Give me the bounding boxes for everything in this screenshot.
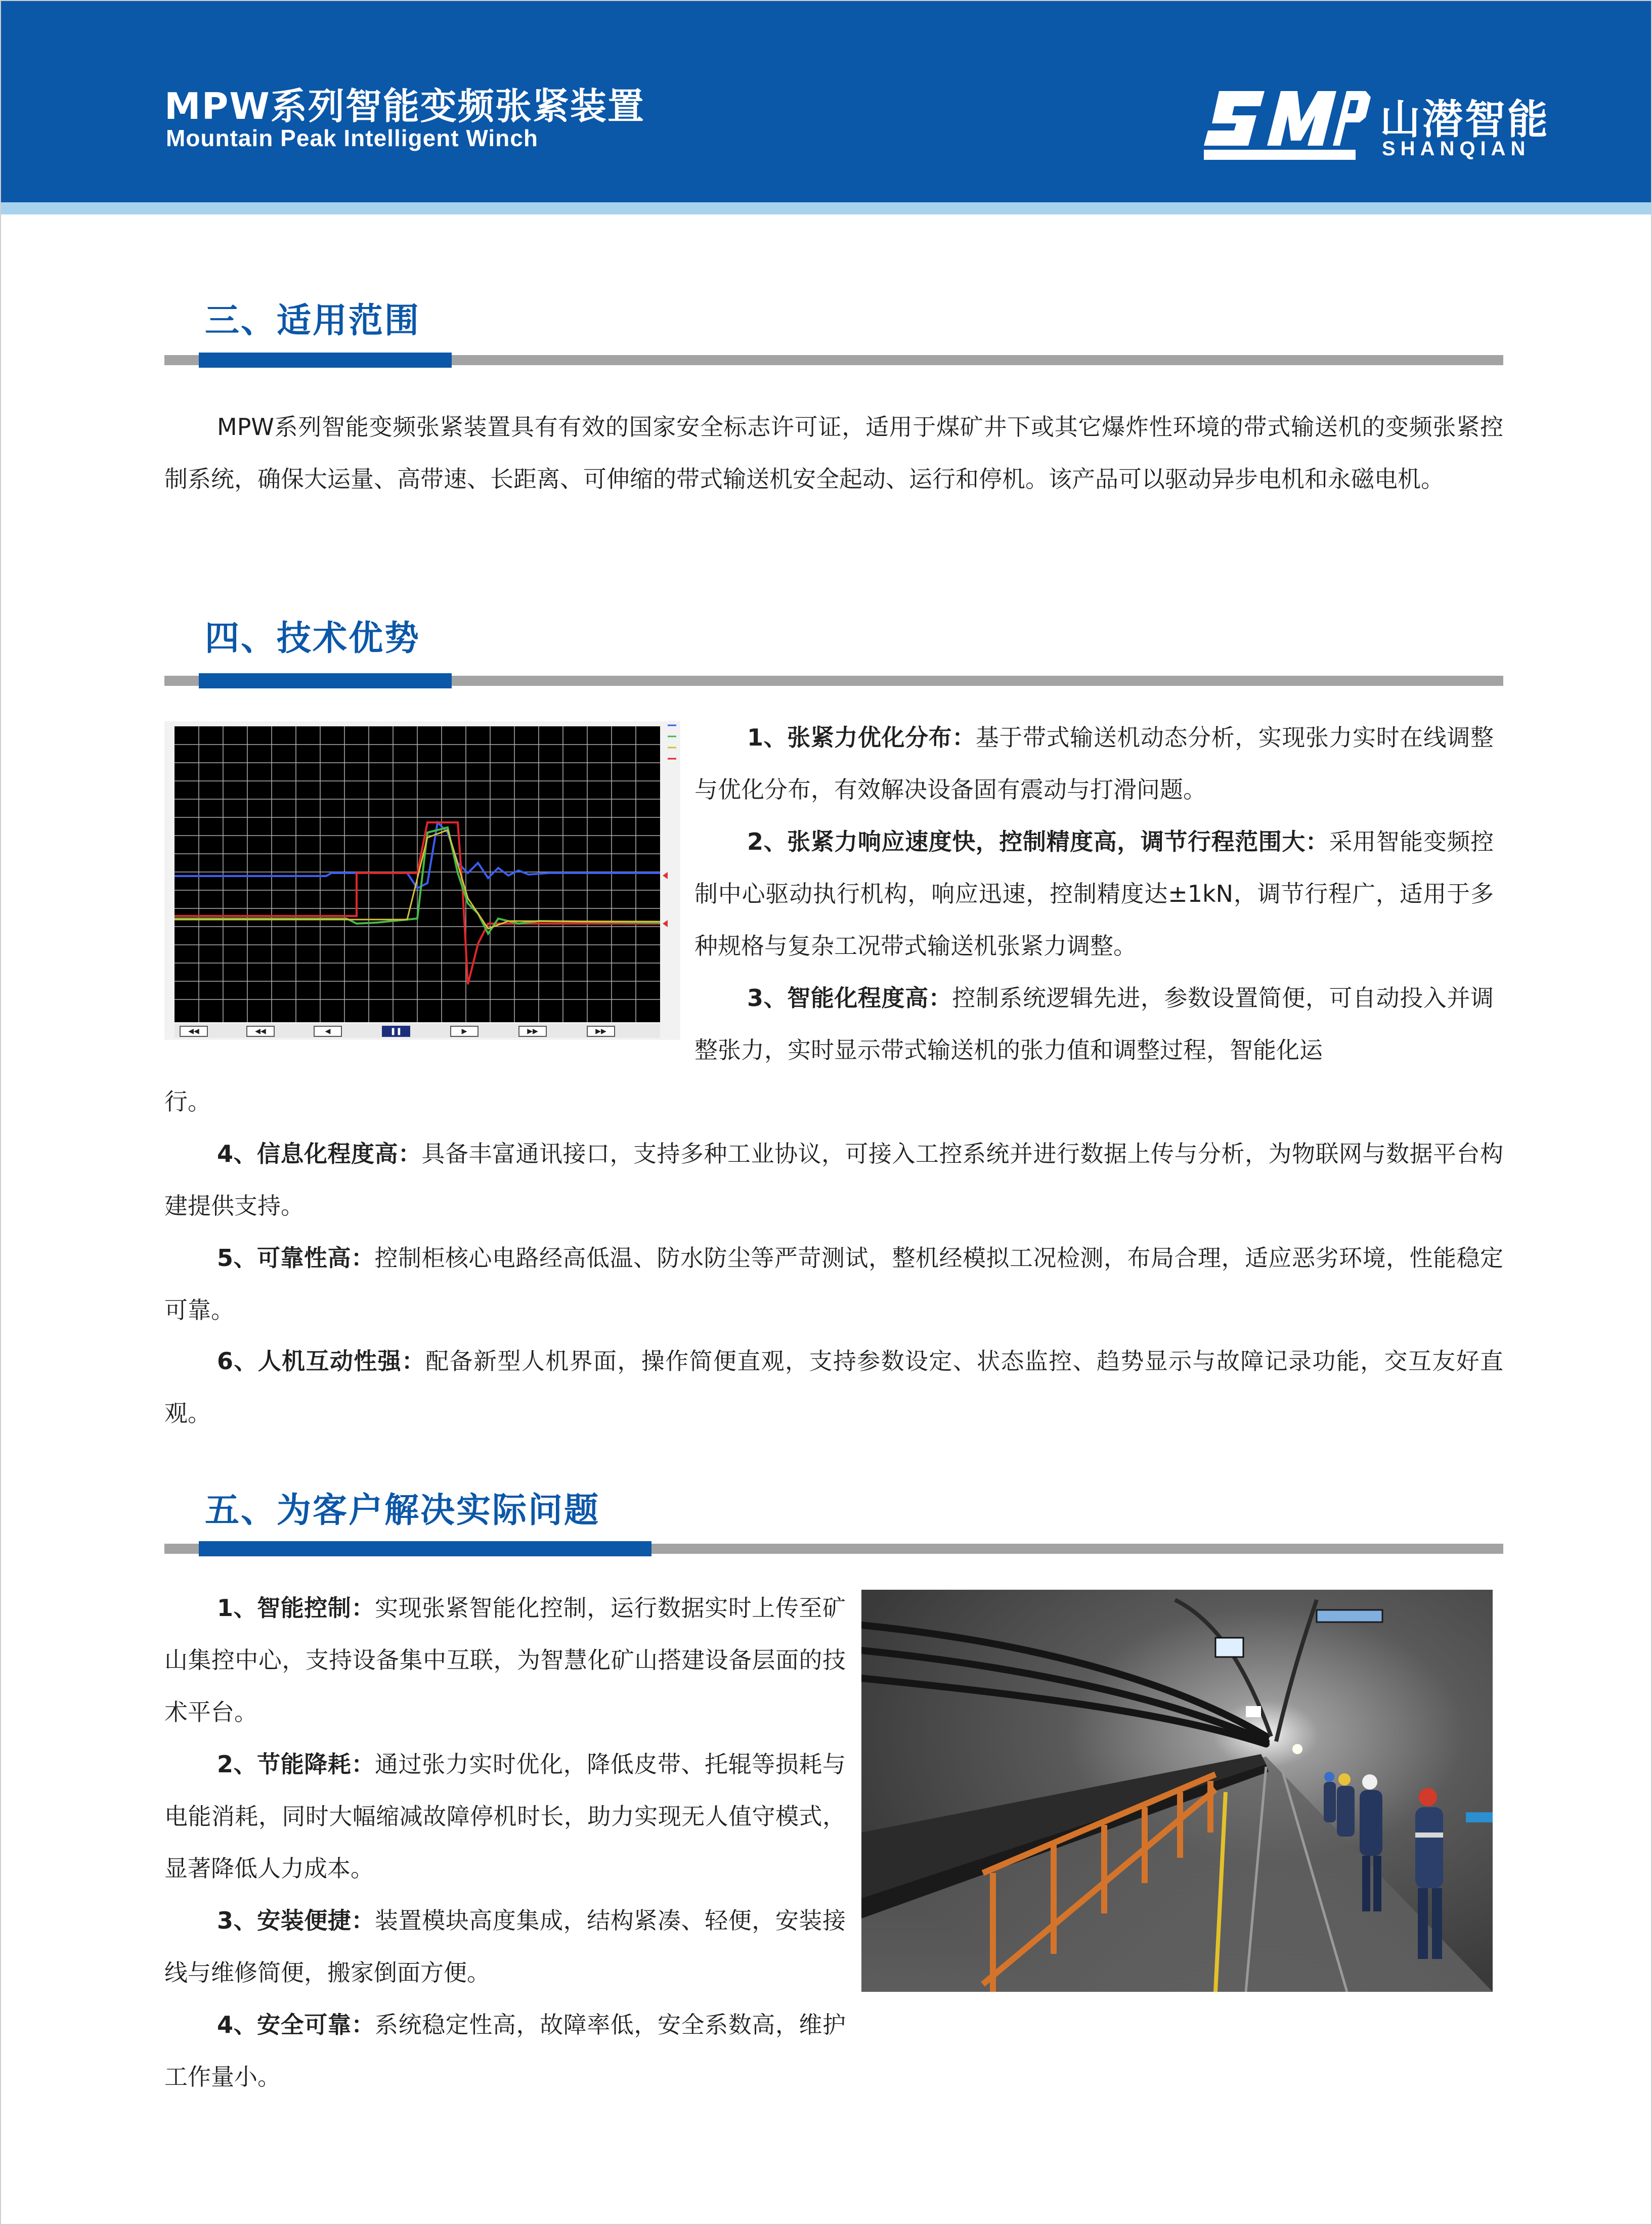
logo-english-name: SHANQIAN [1382, 138, 1531, 160]
tech-advantage-3-text: 控制系统逻辑先进，参数设置简便，可自动投入并调整张力，实时显示带式输送机的张力值和调整过程，智能化运 [694, 984, 1494, 1064]
tech-advantage-4 [164, 1128, 1503, 1232]
section4-title: 四、技术优势 [205, 619, 421, 659]
customer-benefit-1-text: 实现张紧智能化控制，运行数据实时上传至矿山集控中心，支持设备集中互联，为智慧化矿山搭建设备层面的技术平台。 [164, 1594, 846, 1726]
customer-benefit-4-label: 4、安全可靠： [217, 2011, 375, 2038]
customer-benefit-4-text: 系统稳定性高，故障率低，安全系数高，维护工作量小。 [164, 2011, 846, 2090]
pause-icon[interactable]: ❚❚ [382, 1026, 410, 1037]
tech-advantage-6 [164, 1335, 1503, 1439]
mine-tunnel-conveyor-photo [861, 1590, 1493, 1992]
header-accent-stripe [0, 202, 1652, 214]
tech-advantage-1-text: 基于带式输送机动态分析，实现张力实时在线调整与优化分布，有效解决设备固有震动与打滑问题。 [694, 724, 1494, 803]
tech-advantage-4-label: 4、信息化程度高： [217, 1140, 422, 1167]
customer-benefit-2-text: 通过张力实时优化，降低皮带、托辊等损耗与电能消耗，同时大幅缩减故障停机时长，助力实现无人值守模式，显著降低人力成本。 [164, 1751, 846, 1882]
last-icon[interactable]: ▶▶ [587, 1026, 615, 1037]
customer-benefit-3-text: 装置模块高度集成，结构紧凑、轻便，安装接线与维修简便，搬家倒面方便。 [164, 1907, 846, 1986]
tech-advantage-1 [694, 712, 1494, 816]
section4-rule-accent [199, 673, 452, 688]
fast-forward-icon[interactable]: ▶▶ [518, 1026, 547, 1037]
tension-trend-chart-screen [164, 721, 680, 1040]
tech-advantage-5 [164, 1232, 1503, 1336]
customer-benefit-2 [164, 1738, 846, 1895]
rewind-icon[interactable]: ◀◀ [246, 1026, 275, 1037]
play-icon[interactable]: ▶ [450, 1026, 479, 1037]
section5-title: 五、为客户解决实际问题 [205, 1491, 600, 1531]
section3-body-text: MPW系列智能变频张紧装置具有有效的国家安全标志许可证，适用于煤矿井下或其它爆炸性环境的带式输送机的变频张紧控制系统，确保大运量、高带速、长距离、可伸缩的带式输送机安全起动、运行和停机。该产品可以驱动异步电机和永磁电机。 [164, 413, 1503, 493]
customer-benefit-1 [164, 1582, 846, 1738]
customer-benefit-4 [164, 1999, 846, 2103]
company-logo [1204, 81, 1548, 167]
tech-advantage-5-text: 控制柜核心电路经高低温、防水防尘等严苛测试，整机经模拟工况检测，布局合理，适应恶劣环境，性能稳定可靠。 [164, 1244, 1504, 1324]
customer-benefit-3-label: 3、安装便捷： [217, 1907, 375, 1934]
tech-advantage-6-text: 配备新型人机界面，操作简便直观，支持参数设定、状态监控、趋势显示与故障记录功能，交互友好直观。 [164, 1347, 1503, 1427]
tech-advantage-2 [694, 816, 1494, 972]
tech-advantage-6-label: 6、人机互动性强： [217, 1347, 426, 1375]
tech-advantage-2-label: 2、张紧力响应速度快，控制精度高，调节行程范围大： [747, 828, 1329, 855]
tech-advantage-1-label: 1、张紧力优化分布： [747, 724, 976, 751]
chart-control-bar [175, 1024, 660, 1038]
header-banner [0, 0, 1652, 202]
first-icon[interactable]: ◀◀ [180, 1026, 208, 1037]
customer-benefit-1-label: 1、智能控制： [217, 1594, 375, 1622]
tech-advantage-3 [694, 972, 1494, 1076]
section5-rule-accent [199, 1541, 651, 1556]
tech-advantage-4-text: 具备丰富通讯接口，支持多种工业协议，可接入工控系统并进行数据上传与分析，为物联网与数据平台构建提供支持。 [164, 1140, 1504, 1219]
prev-icon[interactable]: ◀ [314, 1026, 342, 1037]
customer-benefit-2-label: 2、节能降耗： [217, 1751, 375, 1778]
product-title: MPW系列智能变频张紧装置 [164, 85, 645, 127]
section3-body [164, 401, 1503, 505]
customer-benefit-3 [164, 1895, 846, 1999]
tech-advantage-3-continued [164, 1076, 1503, 1128]
section3-title: 三、适用范围 [205, 301, 421, 341]
tech-advantage-5-label: 5、可靠性高： [217, 1244, 375, 1272]
smp-logo-mark-icon [1204, 86, 1371, 162]
tech-advantage-3-label: 3、智能化程度高： [747, 984, 952, 1012]
tech-advantage-2-text: 采用智能变频控制中心驱动执行机构，响应迅速，控制精度达±1kN，调节行程广，适用于多种规格与复杂工况带式输送机张紧力调整。 [694, 828, 1494, 959]
logo-chinese-name: 山潜智能 [1380, 96, 1550, 143]
product-subtitle: Mountain Peak Intelligent Winch [166, 125, 538, 151]
trend-chart-graphic [164, 721, 680, 1040]
tech-advantage-3-tail: 行。 [164, 1088, 211, 1115]
section3-rule-accent [199, 353, 452, 368]
